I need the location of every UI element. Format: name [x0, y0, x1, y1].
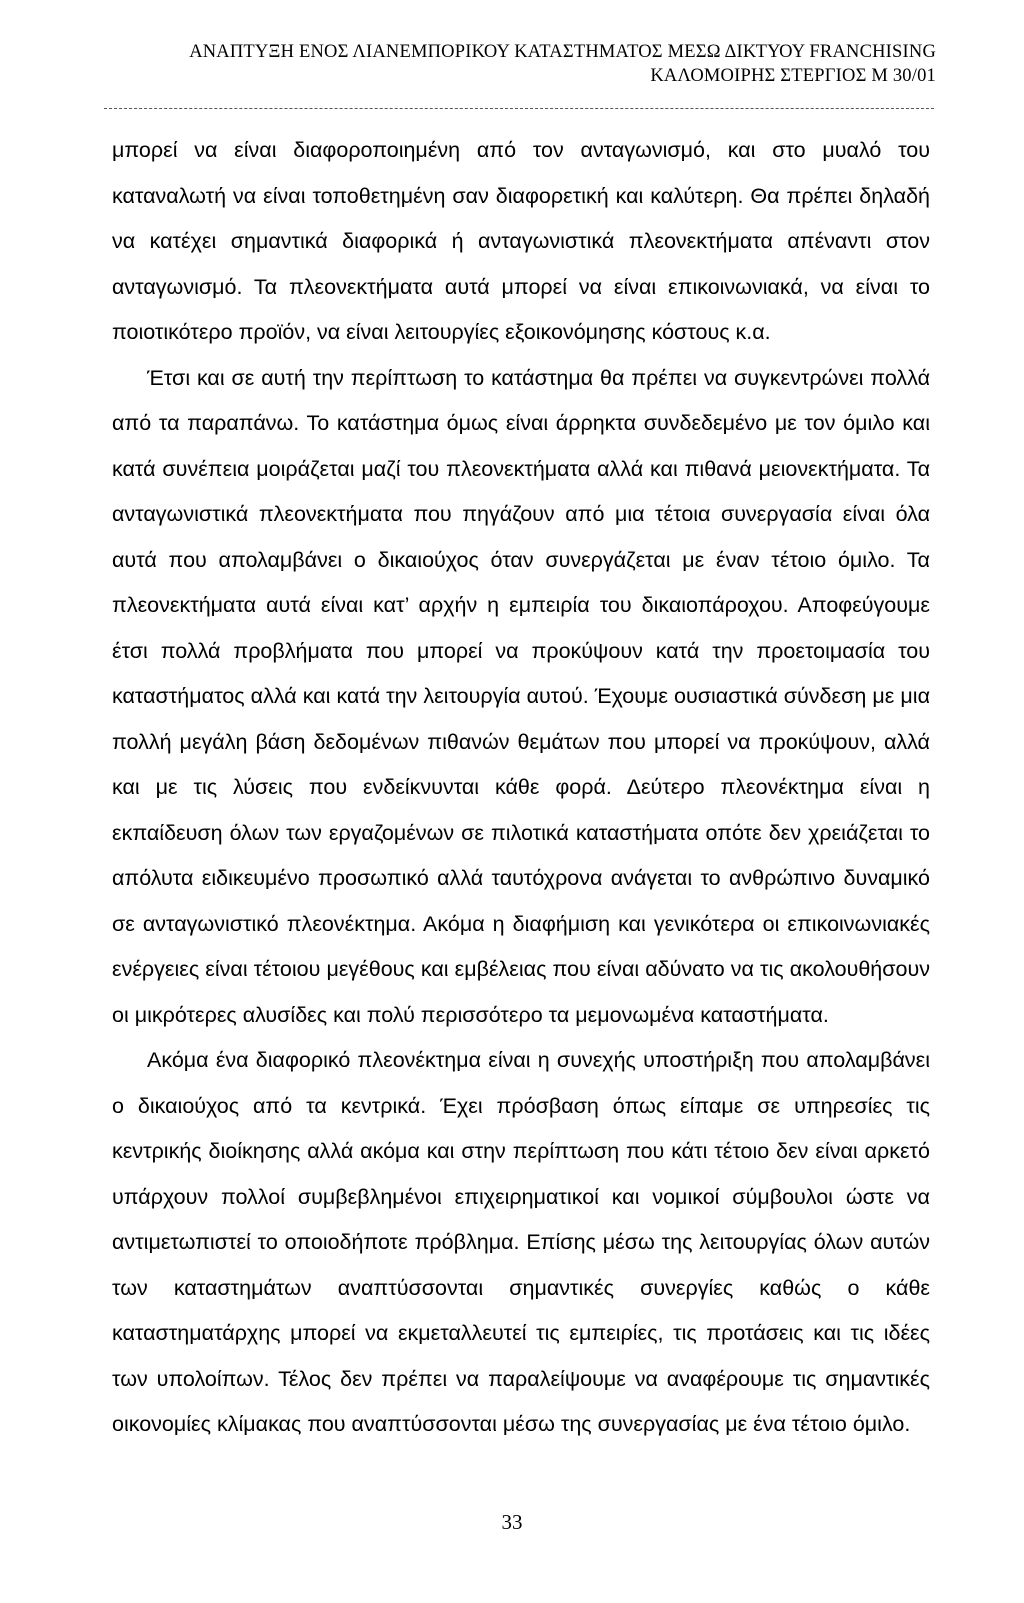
- paragraph: μπορεί να είναι διαφοροποιημένη από τον ανταγωνισμό, και στο μυαλό του καταναλωτή να είναι τοποθετημένη σαν διαφορετική και καλύτερη. Θα πρέπει δηλαδή να κατέχει σημαντικά διαφορικά ή ανταγωνιστικά πλεονεκτήματα απέναντι στον ανταγωνισμό. Τα πλεονεκτήματα αυτά μπορεί να είναι επικοινωνιακά, να είναι το ποιοτικότερο προϊόν, να είναι λειτουργίες εξοικονόμησης κόστους κ.α.: [112, 138, 930, 344]
- header-title: ΑΝΑΠΤΥΞΗ ΕΝΟΣ ΛΙΑΝΕΜΠΟΡΙΚΟΥ ΚΑΤΑΣΤΗΜΑΤΟΣ ΜΕΣΩ ΔΙΚΤΥΟΥ FRANCHISING: [189, 42, 936, 62]
- header-divider: [104, 108, 934, 109]
- header-author: ΚΑΛΟΜΟΙΡΗΣ ΣΤΕΡΓΙΟΣ Μ 30/01: [650, 66, 936, 86]
- page-number: 33: [501, 1510, 523, 1534]
- paragraph: Έτσι και σε αυτή την περίπτωση το κατάστημα θα πρέπει να συγκεντρώνει πολλά από τα παραπάνω. Το κατάστημα όμως είναι άρρηκτα συνδεδεμένο με τον όμιλο και κατά συνέπεια μοιράζεται μαζί του πλεονεκτήματα αλλά και πιθανά μειονεκτήματα. Τα ανταγωνιστικά πλεονεκτήματα που πηγάζουν από μια τέτοια συνεργασία είναι όλα αυτά που απολαμβάνει ο δικαιούχος όταν συνεργάζεται με έναν τέτοιο όμιλο. Τα πλεονεκτήματα αυτά είναι κατ’ αρχήν η εμπειρία του δικαιοπάροχου. Αποφεύγουμε έτσι πολλά προβλήματα που μπορεί να προκύψουν κατά την προετοιμασία του καταστήματος αλλά και κατά την λειτουργία αυτού. Έχουμε ουσιαστικά σύνδεση με μια πολλή μεγάλη βάση δεδομένων πιθανών θεμάτων που μπορεί να προκύψουν, αλλά και με τις λύσεις που ενδείκνυνται κάθε φορά. Δεύτερο πλεονέκτημα είναι η εκπαίδευση όλων των εργαζομένων σε πιλοτικά καταστήματα οπότε δεν χρειάζεται το απόλυτα ειδικευμένο προσωπικό αλλά ταυτόχρονα ανάγεται το ανθρώπινο δυναμικό σε ανταγωνιστικό πλεονέκτημα. Ακόμα η διαφήμιση και γενικότερα οι επικοινωνιακές ενέργειες είναι τέτοιου μεγέθους και εμβέλειας που είναι αδύνατο να τις ακολουθήσουν οι μικρότερες αλυσίδες και πολύ περισσότερο τα μεμονωμένα καταστήματα.: [112, 365, 930, 1027]
- running-header: [189, 40, 936, 88]
- paragraph: Ακόμα ένα διαφορικό πλεονέκτημα είναι η συνεχής υποστήριξη που απολαμβάνει ο δικαιούχος από τα κεντρικά. Έχει πρόσβαση όπως είπαμε σε υπηρεσίες τις κεντρικής διοίκησης αλλά ακόμα και στην περίπτωση που κάτι τέτοιο δεν είναι αρκετό υπάρχουν πολλοί συμβεβλημένοι επιχειρηματικοί και νομικοί σύμβουλοι ώστε να αντιμετωπιστεί το οποιοδήποτε πρόβλημα. Επίσης μέσω της λειτουργίας όλων αυτών των καταστημάτων αναπτύσσονται σημαντικές συνεργίες καθώς ο κάθε καταστηματάρχης μπορεί να εκμεταλλευτεί τις εμπειρίες, τις προτάσεις και τις ιδέες των υπολοίπων. Τέλος δεν πρέπει να παραλείψουμε να αναφέρουμε τις σημαντικές οικονομίες κλίμακας που αναπτύσσονται μέσω της συνεργασίας με ένα τέτοιο όμιλο.: [112, 1048, 930, 1436]
- body-text: [112, 128, 930, 1448]
